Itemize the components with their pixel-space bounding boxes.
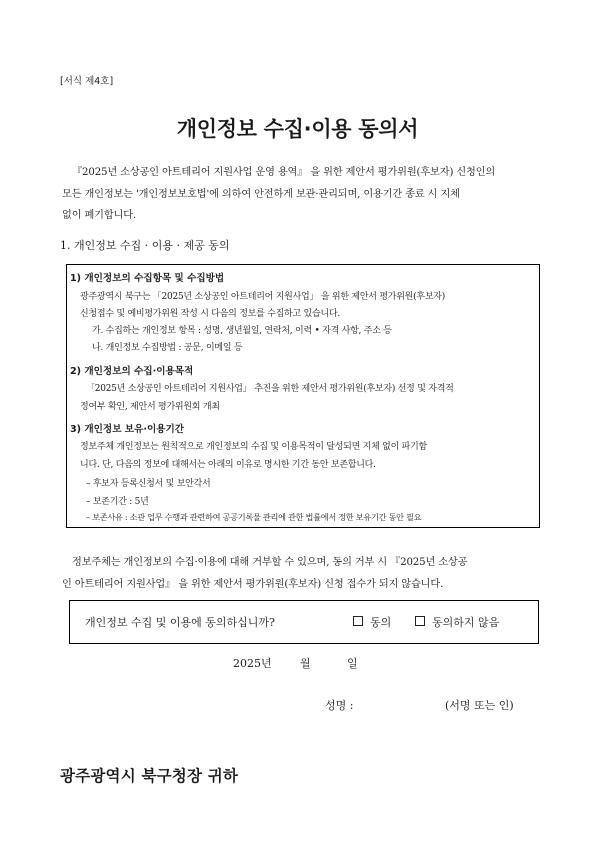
section-1-title: 1. 개인정보 수집 · 이용 · 제공 동의 bbox=[60, 239, 230, 252]
form-number: [서식 제4호] bbox=[60, 76, 114, 87]
retention-line-2: 니다. 단, 다음의 정보에 대해서는 아래의 이유로 명시한 기간 동안 보존합니다. bbox=[80, 460, 376, 470]
consent-question: 개인정보 수집 및 이용에 동의하십니까? bbox=[85, 616, 275, 629]
retention-item-1: – 후보자 등록신청서 및 보안각서 bbox=[86, 479, 211, 489]
disagree-label: 동의하지 않음 bbox=[432, 616, 500, 629]
collection-desc-line-2: 신청접수 및 예비평가위원 작성 시 다음의 정보를 수집하고 있습니다. bbox=[80, 309, 340, 319]
collected-items: 가. 수집하는 개인정보 항목 : 성명, 생년월일, 연락처, 이력 • 자격 사항, 주소 등 bbox=[92, 326, 392, 336]
heading-collection-items: 1) 개인정보의 수집항목 및 수집방법 bbox=[70, 273, 225, 284]
retention-line-1: 정보주체 개인정보는 원칙적으로 개인정보의 수집 및 이용목적이 달성되면 지체 없이 파기함 bbox=[80, 442, 427, 452]
document-title: 개인정보 수집·이용 동의서 bbox=[176, 117, 419, 141]
refusal-notice-line-2: 인 아트테리어 지원사업』 을 위한 제안서 평가위원(후보자) 신청 접수가 되지 않습니다. bbox=[62, 579, 444, 590]
heading-purpose: 2) 개인정보의 수집·이용목적 bbox=[70, 366, 194, 377]
retention-reason: – 보존사유 : 소관 업무 수행과 관련하여 공공기록물 관리에 관한 법률에서 정한 보유기간 동안 필요 bbox=[86, 512, 422, 522]
date-day: 일 bbox=[347, 657, 358, 670]
purpose-line-2: 정여부 확인, 제안서 평가위원회 개최 bbox=[80, 402, 220, 412]
collection-desc-line-1: 광주광역시 북구는 「2025년 소상공인 아트테리어 지원사업」 을 위한 제안서 평가위원(후보자) bbox=[80, 292, 445, 302]
refusal-notice-line-1: 정보주체는 개인정보의 수집·이용에 대해 거부할 수 있으며, 동의 거부 시 『2025년 소상공 bbox=[72, 557, 468, 568]
agree-label: 동의 bbox=[370, 616, 392, 629]
collection-method: 나. 개인정보 수집방법 : 공문, 이메일 등 bbox=[92, 343, 243, 353]
recipient: 광주광역시 북구청장 귀하 bbox=[60, 767, 239, 785]
intro-line-3: 없이 폐기합니다. bbox=[62, 210, 137, 221]
date-year: 2025년 bbox=[233, 657, 272, 670]
retention-period: – 보존기간 : 5년 bbox=[86, 497, 149, 507]
purpose-line-1: 「2025년 소상공인 아트테리어 지원사업」 추진을 위한 제안서 평가위원(후보자) 선정 및 자격적 bbox=[86, 384, 454, 394]
intro-line-1: 『2025년 소상공인 아트테리어 지원사업 운영 용역』 을 위한 제안서 평가위원(후보자) 신청인의 bbox=[72, 167, 496, 178]
heading-retention: 3) 개인정보 보유·이용기간 bbox=[70, 424, 185, 435]
disagree-checkbox[interactable] bbox=[415, 616, 425, 626]
intro-line-2: 모든 개인정보는 '개인정보보호법'에 의하여 안전하게 보관·관리되며, 이용기간 종료 시 지체 bbox=[62, 189, 460, 200]
signature-note: (서명 또는 인) bbox=[445, 699, 514, 712]
date-month: 월 bbox=[300, 657, 311, 670]
agree-checkbox[interactable] bbox=[353, 616, 363, 626]
signature-label: 성명 : bbox=[325, 699, 354, 712]
